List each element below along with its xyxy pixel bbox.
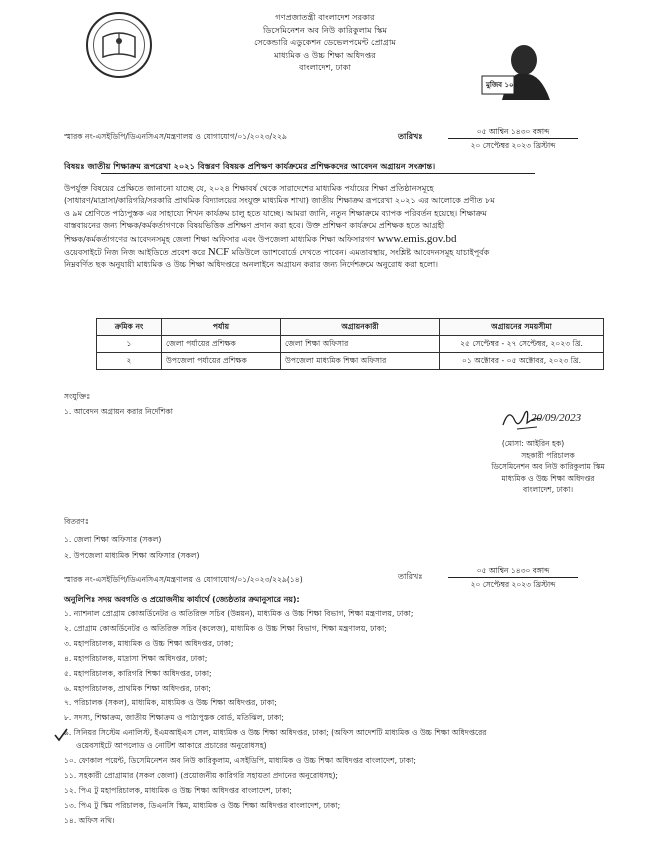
memo-number-2: স্মারক নং-এসইডিপি/ডিএনসিএস/মন্ত্রণালয় ও যোগাযোগ/০১/২০২৩/২২৯(১৪): [64, 575, 303, 584]
body-line-6: [64, 246, 596, 259]
distribution-list: [64, 515, 199, 563]
list-item: ১. জেলা শিক্ষা অফিসার (সকল): [64, 534, 162, 544]
cell-serial: ১: [97, 336, 162, 353]
list-item: ৮. সদস্য, শিক্ষাক্রম, জাতীয় শিক্ষাক্রম ও পাঠ্যপুস্তক বোর্ড, মতিঝিল, ঢাকা;: [64, 713, 284, 723]
cell-forwarder: জেলা শিক্ষা অফিসার: [281, 336, 440, 353]
list-item: ৩. মহাপরিচালক, মাধ্যমিক ও উচ্চ শিক্ষা অধিদপ্তর, ঢাকা;: [64, 638, 234, 648]
signatory-line-4: বাংলাদেশ, ঢাকা।: [522, 485, 574, 494]
office-header: [195, 11, 455, 74]
list-item-continuation: ওয়েবসাইটে আপলোড ও নোটিশ আকারে প্রচারের অনুরোধসহ): [76, 741, 267, 751]
cell-level: উপজেলা পর্যায়ের প্রশিক্ষক: [162, 353, 281, 370]
body-line-3: ও ৯ম শ্রেণিতে পাঠ্যপুস্তক এর সাহায্যে শিখন কার্যক্রম চালু হতে যাচ্ছে। আমরা জানি, নতুন শিক্ষাক্রমে ব্যাপক পরিবর্তন হয়েছে। শিক্ষাক্রম: [64, 208, 487, 218]
col-serial: ক্রমিক নং: [97, 319, 162, 336]
signatory-name: (মোসা: আইরিন হক): [501, 439, 565, 448]
portrait-icon: [480, 40, 556, 100]
body-line-6-pre: ওয়েবসাইটে নিজ নিজ আইডিতে প্রবেশ করে: [64, 248, 206, 258]
body-line-5: [64, 233, 596, 246]
date-bangla: ০৫ আশ্বিন ১৪৩০ বঙ্গাব্দ: [476, 127, 550, 136]
subject: বিষয়ঃ জাতীয় শিক্ষাক্রম রূপরেখা ২০২১ বিস্তরণ বিষয়ক প্রশিক্ষণ কার্যক্রমের প্রশিক্ষকদের আবেদন অগ্রায়ন সংক্রান্ত।: [64, 161, 436, 171]
list-item: ৫. মহাপরিচালক, কারিগরি শিক্ষা অধিদপ্তর, ঢাকা;: [64, 668, 212, 678]
col-level: পর্যায়: [162, 319, 281, 336]
cell-forwarder: উপজেলা মাধ্যমিক শিক্ষা অফিসার: [281, 353, 440, 370]
table-row: [97, 336, 604, 353]
copy-list: [64, 607, 486, 829]
cell-level: জেলা পর্যায়ের প্রশিক্ষক: [162, 336, 281, 353]
date-label-2: তারিখঃ: [398, 572, 423, 581]
table-header-row: [97, 319, 604, 336]
check-mark-icon: [53, 727, 69, 747]
body-line-4: বাস্তবায়নের জন্য শিক্ষক/কর্মকর্তাগণকে বিষয়ভিত্তিক প্রশিক্ষণ প্রদান করা হবে। উক্ত প্রশিক্ষণ কার্যক্রমে প্রশিক্ষক হতে আগ্রহী: [64, 221, 445, 231]
date-label: তারিখঃ: [398, 132, 423, 141]
emis-url[interactable]: www.emis.gov.bd: [377, 232, 457, 245]
date-gregorian-2: ২০ সেপ্টেম্বর ২০২৩ খ্রিস্টাব্দ: [448, 577, 578, 590]
body-line-7: নিম্নবর্ণিত ছক অনুযায়ী মাধ্যমিক ও উচ্চ শিক্ষা অধিদপ্তরে অনলাইনে অগ্রায়ন করার জন্য নির্দেশক্রমে অনুরোধ করা হলো।: [64, 260, 439, 270]
date-bangla-2: ০৫ আশ্বিন ১৪৩০ বঙ্গাব্দ: [476, 566, 550, 575]
attachment-title: সংযুক্তিঃ: [64, 392, 91, 401]
signatory-line-2: ডিসেমিনেশন অব নিউ কারিকুলাম স্কিম: [491, 462, 605, 471]
body-paragraph: [64, 183, 596, 272]
list-item: ১৩. পিএ টু স্কিম পরিচালক, ডিএনসি স্কিম, মাধ্যমিক ও উচ্চ শিক্ষা অধিদপ্তর বাংলাদেশ, ঢাকা;: [64, 800, 341, 810]
portrait-caption: মুজিব ১০০: [486, 81, 519, 89]
subject-underline: [101, 173, 535, 174]
list-item: ৯. সিনিয়র সিস্টেম এনালিস্ট, ইএমআইএস সেল, মাধ্যমিক ও উচ্চ শিক্ষা অধিদপ্তর, ঢাকা; (অফিস আদেশটি মাধ্যমিক ও উচ্চ শিক্ষা অধিদপ্তরের: [64, 728, 487, 738]
list-item: ২. উপজেলা মাধ্যমিক শিক্ষা অফিসার (সকল): [64, 551, 200, 561]
list-item: ৭. পরিচালক (সকল), মাধ্যমিক, মাধ্যমিক ও উচ্চ শিক্ষা অধিদপ্তর, ঢাকা;: [64, 698, 277, 708]
distribution-title: বিতরণঃ: [64, 517, 89, 526]
signatory-block: [468, 438, 628, 496]
mujib-100-logo: [480, 40, 556, 100]
office-line-1: গণপ্রজাতন্ত্রী বাংলাদেশ সরকার: [275, 12, 375, 22]
list-item: ১১. সহকারী প্রোগ্রামার (সকল জেলা) (প্রয়োজনীয় কারিগরি সহায়তা প্রদানের অনুরোধসহ);: [64, 770, 338, 780]
office-line-3: সেকেন্ডারি এডুকেশন ডেভেলপমেন্ট প্রোগ্রাম: [254, 37, 396, 47]
cell-deadline: ০১ অক্টোবর - ০৫ অক্টোবর, ২০২৩ খ্রি.: [440, 353, 604, 370]
cell-serial: ২: [97, 353, 162, 370]
office-line-5: বাংলাদেশ, ঢাকা: [299, 62, 351, 72]
list-item: ১৪. অফিস নথি।: [64, 815, 115, 825]
body-line-5-text: শিক্ষক/কর্মকর্তাগণের আবেদনসমূহ জেলা শিক্ষা অফিসার এবং উপজেলা মাধ্যমিক শিক্ষা অফিসারগণ: [64, 234, 375, 244]
signatory-line-3: মাধ্যমিক ও উচ্চ শিক্ষা অধিদপ্তর: [501, 473, 595, 483]
col-deadline: অগ্রায়নের সময়সীমা: [440, 319, 604, 336]
body-line-6-post: মডিউলে ড্যাশবোর্ডে দেখতে পাবেন। এমতাবস্থায়, সংশ্লিষ্ট আবেদনসমূহ যাচাইপূর্বক: [231, 248, 490, 258]
handwritten-date: 20/09/2023: [531, 412, 582, 424]
list-item: ২. প্রোগ্রাম কোঅর্ডিনেটর ও অতিরিক্ত সচিব (কলেজ), মাধ্যমিক ও উচ্চ শিক্ষা বিভাগ, শিক্ষা মন্ত্রণালয়, ঢাকা;: [64, 623, 387, 633]
copy-title: অনুলিপিঃ সদয় অবগতি ও প্রয়োজনীয় কার্যার্থে (জ্যেষ্ঠতার ক্রমানুসারে নয়):: [64, 595, 300, 604]
list-item: ১০. ফোকাল পয়েন্ট, ডিসেমিনেশন অব নিউ কারিকুলাম, এসইডিপি, মাধ্যমিক ও উচ্চ শিক্ষা অধিদপ্তর বাংলাদেশ, ঢাকা;: [64, 756, 416, 766]
memo-number: স্মারক নং-এসইডিপি/ডিএনসিএস/মন্ত্রণালয় ও যোগাযোগ/০১/২০২৩/২২৯: [64, 132, 287, 141]
list-item: ৬. মহাপরিচালক, প্রাথমিক শিক্ষা অধিদপ্তর, ঢাকা;: [64, 683, 211, 693]
body-line-2: (সাধারণ/মাদ্রাসা/কারিগরি/সরকারি প্রাথমিক বিদ্যালয়ের সংযুক্ত মাধ্যমিক শাখা) জাতীয় শিক্ষাক্রম রূপরেখা ২০২১ এর আলোকে প্রণীত ৮ম: [64, 196, 495, 206]
ncf-module: NCF: [207, 246, 230, 259]
col-forwarder: অগ্রায়নকারী: [281, 319, 440, 336]
body-line-1: উপর্যুক্ত বিষয়ের প্রেক্ষিতে জানানো যাচ্ছে যে, ২০২৪ শিক্ষাবর্ষ থেকে সারাদেশের মাধ্যমিক পর্যায়ের শিক্ষা প্রতিষ্ঠানসমূহে: [64, 184, 434, 193]
forwarding-schedule-table: [96, 318, 604, 370]
list-item: ১২. পিএ টু মহাপরিচালক, মাধ্যমিক ও উচ্চ শিক্ষা অধিদপ্তর বাংলাদেশ, ঢাকা;: [64, 785, 292, 795]
signatory-designation: সহকারী পরিচালক: [521, 450, 575, 460]
office-line-4: মাধ্যমিক ও উচ্চ শিক্ষা অধিদপ্তর: [274, 49, 376, 60]
table-row: [97, 353, 604, 370]
attachment-item[interactable]: ১. আবেদন অগ্রায়ন করার নির্দেশিকা: [64, 407, 173, 416]
cell-deadline: ২৫ সেপ্টেম্বর - ২৭ সেপ্টেম্বর, ২০২৩ খ্রি.: [440, 336, 604, 353]
list-item: ১. ন্যাশনাল প্রোগ্রাম কোঅর্ডিনেটর ও অতিরিক্ত সচিব (উন্নয়ন), মাধ্যমিক ও উচ্চ শিক্ষা বিভাগ, শিক্ষা মন্ত্রণালয়, ঢাকা;: [64, 609, 414, 618]
handwritten-signature: [497, 403, 607, 437]
institution-logo: [86, 12, 152, 78]
date-gregorian: ২০ সেপ্টেম্বর ২০২৩ খ্রিস্টাব্দ: [448, 138, 578, 151]
office-line-2: ডিসেমিনেশন অব নিউ কারিকুলাম স্কিম: [262, 24, 387, 35]
list-item: ৪. মহাপরিচালক, মাদ্রাসা শিক্ষা অধিদপ্তর, ঢাকা;: [64, 653, 208, 663]
